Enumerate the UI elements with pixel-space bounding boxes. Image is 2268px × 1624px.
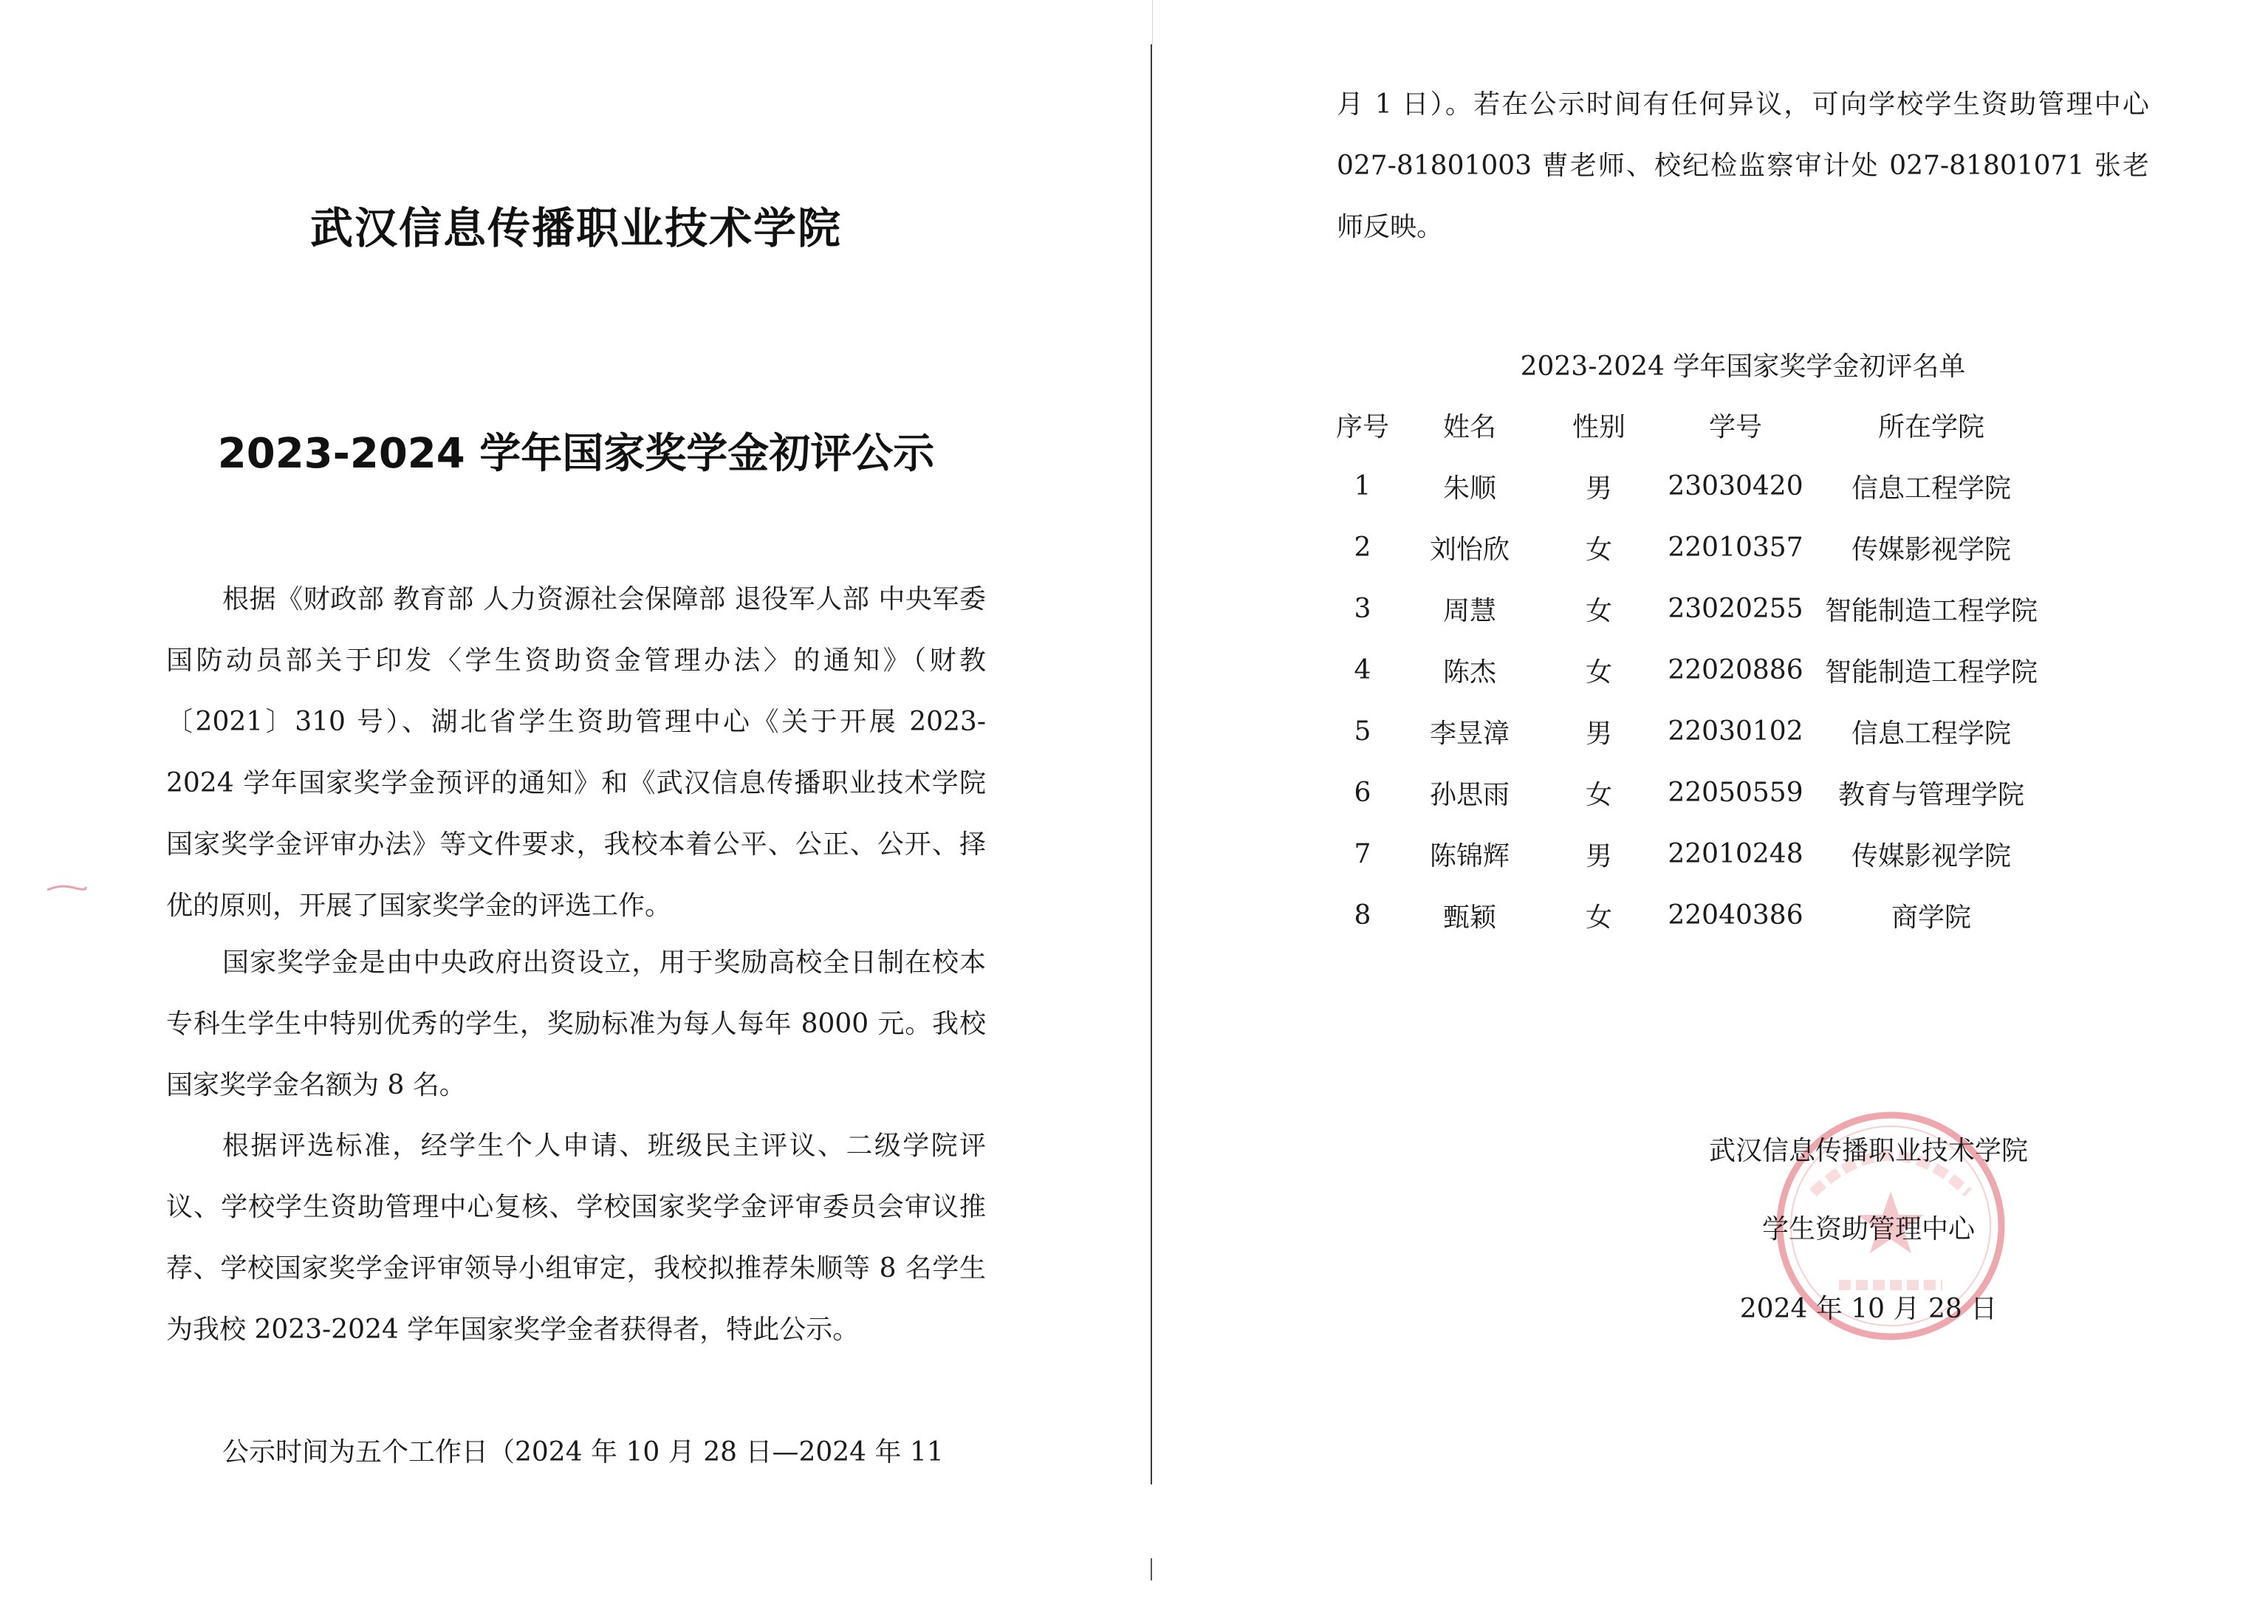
cell-gender: 男 <box>1585 473 1612 504</box>
cell-name: 陈锦辉 <box>1429 841 1510 871</box>
cell-number: 6 <box>1354 778 1371 808</box>
scan-mark <box>46 883 87 894</box>
column-header-number: 序号 <box>1335 412 1389 442</box>
paragraph-basis: 根据《财政部 教育部 人力资源社会保障部 退役军人部 中央军委国防动员部关于印发〈学生资助资金管理办法〉的通知》（财教〔2021〕310 号）、湖北省学生资助管理中心《关于开展 2023-2024 学年国家奖学金预评的通知》和《武汉信息传播职业技术学院国家奖学金评审办法》等文件要求，我校本着公平、公正、公开、择优的原则，开展了国家奖学金的评选工作。 <box>166 584 986 921</box>
list-title: 2023-2024 学年国家奖学金初评名单 <box>1520 352 1966 382</box>
cell-college: 信息工程学院 <box>1851 473 2011 504</box>
cell-gender: 女 <box>1585 535 1612 565</box>
table-row <box>1322 823 2053 885</box>
cell-gender: 男 <box>1585 719 1612 749</box>
paragraph-continuation: 月 1 日）。若在公示时间有任何异议，可向学校学生资助管理中心 027-81801003 曹老师、校纪检监察审计处 027-81801071 张老师反映。 <box>1337 89 2149 242</box>
cell-gender: 男 <box>1585 841 1612 871</box>
signature-date: 2024 年 10 月 28 日 <box>1739 1294 1998 1324</box>
column-header-college: 所在学院 <box>1877 412 1984 442</box>
cell-gender: 女 <box>1585 780 1612 810</box>
table-row <box>1322 517 2053 578</box>
table-row <box>1322 701 2053 762</box>
cell-college: 智能制造工程学院 <box>1824 596 2038 626</box>
cell-number: 5 <box>1354 716 1371 747</box>
signature-organization: 武汉信息传播职业技术学院 <box>1708 1136 2028 1166</box>
cell-name: 陈杰 <box>1442 657 1496 688</box>
table-row <box>1322 885 2053 946</box>
cell-gender: 女 <box>1585 902 1612 933</box>
table-header-row <box>1322 394 2053 456</box>
cell-student-id: 22020886 <box>1668 655 1803 685</box>
cell-name: 刘怡欣 <box>1429 535 1510 565</box>
table-row <box>1322 762 2053 823</box>
cell-number: 2 <box>1354 532 1371 563</box>
signature-department: 学生资助管理中心 <box>1761 1214 1975 1244</box>
notice-title: 2023-2024 学年国家奖学金初评公示 <box>217 430 935 478</box>
cell-number: 3 <box>1354 594 1371 624</box>
paragraph-notice-period: 公示时间为五个工作日（2024 年 10 月 28 日—2024 年 11 <box>222 1437 944 1467</box>
cell-college: 传媒影视学院 <box>1851 535 2011 565</box>
cell-student-id: 23020255 <box>1668 594 1803 624</box>
column-header-student-id: 学号 <box>1708 412 1762 442</box>
cell-student-id: 22010248 <box>1668 839 1803 869</box>
cell-college: 教育与管理学院 <box>1837 780 2024 810</box>
cell-number: 7 <box>1354 839 1371 869</box>
school-name: 武汉信息传播职业技术学院 <box>309 203 842 253</box>
column-header-name: 姓名 <box>1442 412 1496 442</box>
cell-college: 智能制造工程学院 <box>1824 657 2038 688</box>
cell-name: 李昱漳 <box>1429 719 1510 749</box>
cell-name: 甄颖 <box>1442 902 1496 933</box>
table-row <box>1322 456 2053 517</box>
column-header-gender: 性别 <box>1572 412 1625 442</box>
cell-college: 传媒影视学院 <box>1851 841 2011 871</box>
cell-student-id: 22030102 <box>1668 716 1803 747</box>
cell-student-id: 22010357 <box>1668 532 1803 563</box>
cell-student-id: 23030420 <box>1668 471 1803 501</box>
cell-name: 孙思雨 <box>1429 780 1510 810</box>
paragraph-selection-process: 根据评选标准，经学生个人申请、班级民主评议、二级学院评议、学校学生资助管理中心复核、学校国家奖学金评审委员会审议推荐、学校国家奖学金评审领导小组审定，我校拟推荐朱顺等 8 名学生为我校 2023-2024 学年国家奖学金者获得者，特此公示。 <box>166 1131 986 1345</box>
cell-student-id: 22040386 <box>1668 900 1803 931</box>
cell-name: 朱顺 <box>1442 473 1496 504</box>
cell-college: 商学院 <box>1891 902 1971 933</box>
cell-number: 1 <box>1354 471 1371 501</box>
cell-name: 周慧 <box>1442 596 1496 626</box>
cell-number: 8 <box>1354 900 1371 931</box>
paragraph-scholarship-info: 国家奖学金是由中央政府出资设立，用于奖励高校全日制在校本专科生学生中特别优秀的学生，奖励标准为每人每年 8000 元。我校国家奖学金名额为 8 名。 <box>166 948 986 1100</box>
table-row <box>1322 578 2053 640</box>
table-row <box>1322 640 2053 701</box>
cell-gender: 女 <box>1585 657 1612 688</box>
cell-student-id: 22050559 <box>1668 778 1803 808</box>
cell-number: 4 <box>1354 655 1371 685</box>
cell-gender: 女 <box>1585 596 1612 626</box>
scholarship-roster-table <box>1322 394 2053 946</box>
cell-college: 信息工程学院 <box>1851 719 2011 749</box>
